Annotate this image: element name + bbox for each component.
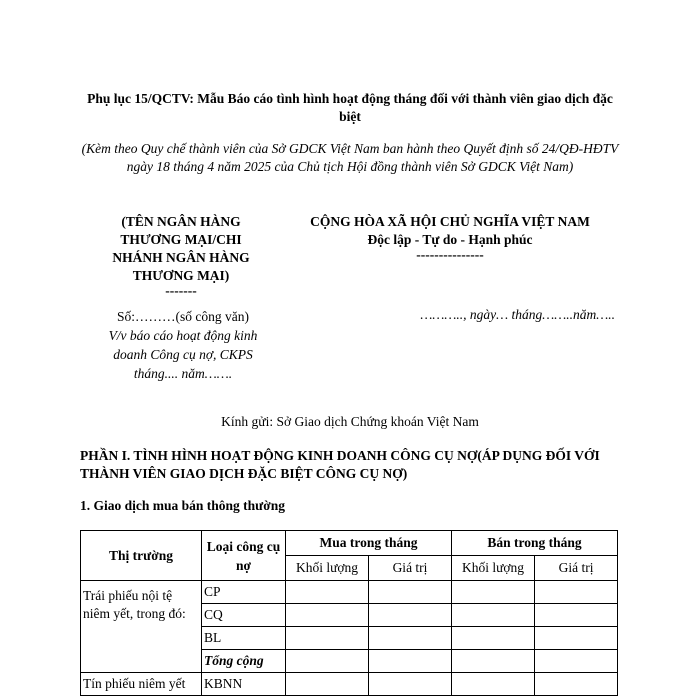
- table-cell[interactable]: [286, 604, 369, 627]
- row-type: KBNN: [202, 673, 286, 696]
- table-cell[interactable]: [452, 627, 535, 650]
- table-cell[interactable]: [535, 581, 618, 604]
- table-cell[interactable]: [286, 627, 369, 650]
- table-row: [81, 673, 618, 696]
- issuer-header: [90, 213, 272, 297]
- table-cell[interactable]: [535, 604, 618, 627]
- table-cell[interactable]: [369, 650, 452, 673]
- document-subtitle: (Kèm theo Quy chế thành viên của Sở GDCK Việt Nam ban hành theo Quyết định số 24/QĐ-HĐTV ngày 18 tháng 4 năm 2025 của Chủ tịch Hội đồng thành viên Sở GDCK Việt Nam): [81, 141, 619, 174]
- table-cell[interactable]: [535, 673, 618, 696]
- trading-table: [80, 530, 618, 696]
- table-header-row: [81, 531, 618, 556]
- issuer-line: THƯƠNG MẠI/CHI: [120, 232, 242, 247]
- section-heading: 1. Giao dịch mua bán thông thường: [80, 498, 286, 513]
- table-cell[interactable]: [452, 581, 535, 604]
- table-row: [81, 581, 618, 604]
- row-total: Tổng cộng: [202, 650, 286, 673]
- table-cell[interactable]: [369, 627, 452, 650]
- greeting: Kính gửi: Sở Giao dịch Chứng khoán Việt Nam: [221, 414, 479, 429]
- table-cell[interactable]: [452, 650, 535, 673]
- nation-rule: ---------------: [416, 247, 484, 262]
- table-cell[interactable]: [452, 604, 535, 627]
- header-buy: Mua trong tháng: [286, 531, 452, 556]
- group-label: Trái phiếu nội tệ niêm yết, trong đó:: [81, 581, 202, 673]
- reference-subject: V/v báo cáo hoạt động kinh: [108, 328, 258, 343]
- header-buy-volume: Khối lượng: [286, 556, 369, 581]
- reference-number: Số:………(số công văn): [117, 309, 249, 324]
- issuer-rule: -------: [165, 283, 197, 298]
- reference-subject: doanh Công cụ nợ, CKPS: [113, 347, 253, 362]
- table-cell[interactable]: [286, 673, 369, 696]
- reference-block: [88, 307, 278, 383]
- table-cell[interactable]: [452, 673, 535, 696]
- part-heading: PHẦN I. TÌNH HÌNH HOẠT ĐỘNG KINH DOANH CÔNG CỤ NỢ(ÁP DỤNG ĐỐI VỚI THÀNH VIÊN GIAO DỊCH ĐẶC BIỆT CÔNG CỤ NỢ): [80, 448, 600, 481]
- header-market: Thị trường: [81, 531, 202, 581]
- row-type: CQ: [202, 604, 286, 627]
- header-sell: Bán trong tháng: [452, 531, 618, 556]
- header-type: Loại công cụ nợ: [202, 531, 286, 581]
- nation-motto: Độc lập - Tự do - Hạnh phúc: [367, 232, 533, 247]
- header-sell-volume: Khối lượng: [452, 556, 535, 581]
- row-type: BL: [202, 627, 286, 650]
- table-cell[interactable]: [535, 627, 618, 650]
- nation-header: [280, 213, 620, 261]
- table-cell[interactable]: [286, 581, 369, 604]
- table-cell[interactable]: [369, 581, 452, 604]
- reference-subject: tháng.... năm…….: [133, 366, 233, 381]
- issuer-line: (TÊN NGÂN HÀNG: [121, 214, 241, 229]
- date-line: ……….., ngày… tháng……..năm…..: [420, 307, 615, 322]
- header-buy-value: Giá trị: [369, 556, 452, 581]
- group-label: Tín phiếu niêm yết: [81, 673, 202, 696]
- row-type: CP: [202, 581, 286, 604]
- document-title: Phụ lục 15/QCTV: Mẫu Báo cáo tình hình hoạt động tháng đối với thành viên giao dịch đặc biệt: [87, 91, 613, 124]
- issuer-line: NHÁNH NGÂN HÀNG: [112, 250, 250, 265]
- header-sell-value: Giá trị: [535, 556, 618, 581]
- issuer-line: THƯƠNG MẠI): [132, 268, 230, 283]
- table-cell[interactable]: [286, 650, 369, 673]
- table-cell[interactable]: [369, 604, 452, 627]
- table-cell[interactable]: [535, 650, 618, 673]
- nation-title: CỘNG HÒA XÃ HỘI CHỦ NGHĨA VIỆT NAM: [310, 214, 590, 229]
- table-cell[interactable]: [369, 673, 452, 696]
